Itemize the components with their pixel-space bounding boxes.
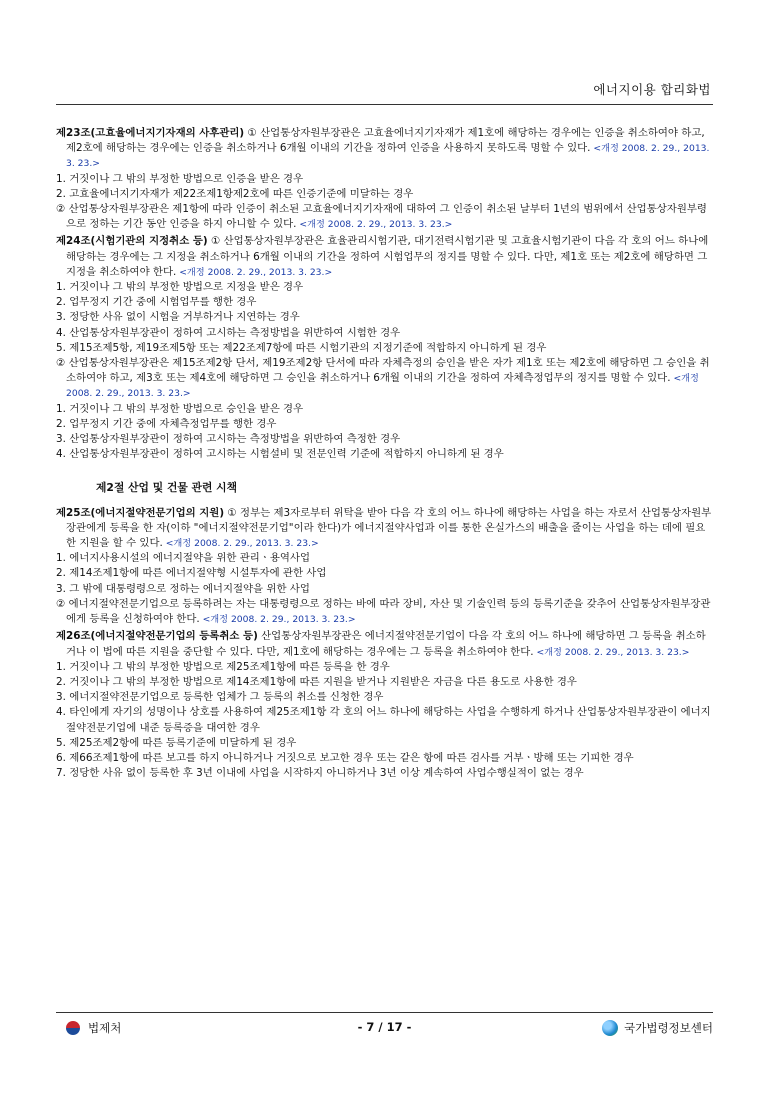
- header-rule: [56, 104, 713, 105]
- article-title: 제24조(시험기관의 지정취소 등): [56, 235, 208, 248]
- article-text: ① 산업통상자원부장관은 고효율에너지기자재가 제1호에 해당하는 경우에는 인증을 취소하여야 하고, 제2호에 해당하는 경우에는 인증을 취소하거나 6개월 이내의 기간을 정하여 인증을 사용하지 못하도록 명할 수 있다.: [66, 127, 705, 155]
- item-text: 4. 산업통상자원부장관이 정하여 고시하는 측정방법을 위반하여 시험한 경우: [56, 326, 401, 339]
- article-item: [56, 751, 715, 766]
- article-item: [56, 447, 715, 462]
- item-text: ② 에너지절약전문기업으로 등록하려는 자는 대통령령으로 정하는 바에 따라 장비, 자산 및 기술인력 등의 등록기준을 갖추어 산업통상자원부장관에게 등록을 신청하여야 한다.: [56, 597, 711, 626]
- item-text: 4. 산업통상자원부장관이 정하여 고시하는 시험설비 및 전문인력 기준에 적합하지 아니하게 된 경우: [56, 448, 504, 461]
- item-text: 2. 업무정지 기간 중에 자체측정업무를 행한 경우: [56, 417, 277, 430]
- item-text: 4. 타인에게 자기의 성명이나 상호를 사용하여 제25조제1항 각 호의 어느 하나에 해당하는 사업을 수행하게 하거나 산업통상자원부장관이 에너지절약전문기업에 내준 등록증을 대여한 경우: [56, 706, 711, 734]
- page-number: - 7 / 17 -: [357, 1020, 412, 1034]
- article-item: [56, 551, 715, 566]
- item-text: 1. 거짓이나 그 밖의 부정한 방법으로 승인을 받은 경우: [56, 402, 304, 415]
- article-item: [56, 432, 715, 447]
- article-item: [56, 341, 715, 356]
- footer-right: [602, 1020, 713, 1036]
- article-item: [56, 566, 715, 581]
- article-item: [56, 675, 715, 690]
- article-item: [56, 202, 715, 232]
- footer-rule: [56, 1012, 713, 1013]
- article-paragraph: [56, 126, 715, 172]
- amendment-note: <개정 2008. 2. 29., 2013. 3. 23.>: [66, 143, 710, 170]
- article-item: [56, 295, 715, 310]
- item-text: 2. 제14조제1항에 따른 에너지절약형 시설투자에 관한 사업: [56, 567, 327, 580]
- article-title: 제26조(에너지절약전문기업의 등록취소 등): [56, 630, 258, 643]
- article-item: [56, 660, 715, 675]
- article-title: 제25조(에너지절약전문기업의 지원): [56, 506, 225, 519]
- item-text: 1. 거짓이나 그 밖의 부정한 방법으로 지정을 받은 경우: [56, 281, 304, 294]
- article: [56, 506, 715, 628]
- item-text: 7. 정당한 사유 없이 등록한 후 3년 이내에 사업을 시작하지 아니하거나 3년 이상 계속하여 사업수행실적이 없는 경우: [56, 767, 584, 780]
- article-paragraph: [56, 234, 715, 280]
- article-item: [56, 766, 715, 781]
- item-text: 1. 에너지사용시설의 에너지절약을 위한 관리ㆍ용역사업: [56, 552, 310, 565]
- article: [56, 629, 715, 781]
- article: [56, 126, 715, 232]
- item-text: 2. 거짓이나 그 밖의 부정한 방법으로 제14조제1항에 따른 지원을 받거나 지원받은 자금을 다른 용도로 사용한 경우: [56, 675, 577, 688]
- article-text: 산업통상자원부장관은 에너지절약전문기업이 다음 각 호의 어느 하나에 해당하면 그 등록을 취소하거나 이 법에 따른 지원을 중단할 수 있다. 다만, 제1호에 해당하는 경우에는 그 등록을 취소하여야 한다.: [66, 630, 706, 658]
- amendment-note: <개정 2008. 2. 29., 2013. 3. 23.>: [296, 219, 453, 231]
- item-text: 2. 고효율에너지기자재가 제22조제1항제2호에 따른 인증기준에 미달하는 경우: [56, 187, 414, 200]
- footer: [56, 1020, 713, 1038]
- article-item: [56, 356, 715, 402]
- amendment-note: <개정 2008. 2. 29., 2013. 3. 23.>: [533, 646, 690, 658]
- item-text: 1. 거짓이나 그 밖의 부정한 방법으로 제25조제1항에 따른 등록을 한 경우: [56, 660, 390, 673]
- article-item: [56, 172, 715, 187]
- item-text: 1. 거짓이나 그 밖의 부정한 방법으로 인증을 받은 경우: [56, 172, 304, 185]
- article-item: [56, 582, 715, 597]
- item-text: 2. 업무정지 기간 중에 시험업무를 행한 경우: [56, 296, 257, 309]
- articles-group-b: [56, 506, 715, 782]
- item-text: 3. 그 밖에 대통령령으로 정하는 에너지절약을 위한 사업: [56, 582, 310, 595]
- footer-right-label: 국가법령정보센터: [624, 1021, 713, 1035]
- article-item: [56, 597, 715, 627]
- article-item: [56, 417, 715, 432]
- item-text: 5. 제15조제5항, 제19조제5항 또는 제22조제7항에 따른 시험기관의 지정기준에 적합하지 아니하게 된 경우: [56, 341, 547, 354]
- article-item: [56, 705, 715, 735]
- article-item: [56, 280, 715, 295]
- article-title: 제23조(고효율에너지기자재의 사후관리): [56, 127, 245, 139]
- document-body: [56, 126, 715, 783]
- article-text: ① 산업통상자원부장관은 효율관리시험기관, 대기전력시험기관 및 고효율시험기관이 다음 각 호의 어느 하나에 해당하는 경우에는 그 지정을 취소하거나 6개월 이내의 기간을 정하여 시험업무의 정지를 명할 수 있다. 다만, 제1호 또는 제2호에 해당하면 그 지정을 취소하여야 한다.: [66, 235, 709, 278]
- article-item: [56, 402, 715, 417]
- article-item: [56, 736, 715, 751]
- articles-group-a: [56, 126, 715, 462]
- article-paragraph: [56, 506, 715, 552]
- item-text: ② 산업통상자원부장관은 제1항에 따라 인증이 취소된 고효율에너지기자재에 대하여 그 인증이 취소된 날부터 1년의 범위에서 산업통상자원부령으로 정하는 기간 동안 인증을 하지 아니할 수 있다.: [56, 203, 707, 231]
- section-heading: 제2절 산업 및 건물 관련 시책: [96, 481, 238, 495]
- footer-left-label: 법제처: [88, 1021, 122, 1035]
- amendment-note: <개정 2008. 2. 29., 2013. 3. 23.>: [176, 266, 333, 278]
- article-item: [56, 187, 715, 202]
- article: [56, 234, 715, 462]
- item-text: 6. 제66조제1항에 따른 보고를 하지 아니하거나 거짓으로 보고한 경우 또는 같은 항에 따른 검사를 거부ㆍ방해 또는 기피한 경우: [56, 751, 634, 764]
- article-item: [56, 690, 715, 705]
- amendment-note: <개정 2008. 2. 29., 2013. 3. 23.>: [162, 538, 319, 550]
- article-item: [56, 326, 715, 341]
- article-paragraph: [56, 629, 715, 659]
- item-text: 3. 에너지절약전문기업으로 등록한 업체가 그 등록의 취소를 신청한 경우: [56, 691, 384, 704]
- article-text: ① 정부는 제3자로부터 위탁을 받아 다음 각 호의 어느 하나에 해당하는 사업을 하는 자로서 산업통상자원부장관에게 등록을 한 자(이하 "에너지절약전문기업"이라 한다)가 에너지절약사업과 이를 통한 온실가스의 배출을 줄이는 사업을 하는 데에 필요한 지원을 할 수 있다.: [66, 506, 712, 550]
- item-text: 3. 산업통상자원부장관이 정하여 고시하는 측정방법을 위반하여 측정한 경우: [56, 433, 401, 446]
- item-text: ② 산업통상자원부장관은 제15조제2항 단서, 제19조제2항 단서에 따라 자체측정의 승인을 받은 자가 제1호 또는 제2호에 해당하면 그 승인을 취소하여야 하고, 제3호 또는 제4호에 해당하면 그 승인을 취소하거나 6개월 이내의 기간을 정하여 자체측정업무의 정지를 명할 수 있다.: [56, 357, 710, 385]
- item-text: 3. 정당한 사유 없이 시험을 거부하거나 지연하는 경우: [56, 311, 300, 324]
- article-item: [56, 310, 715, 325]
- item-text: 5. 제25조제2항에 따른 등록기준에 미달하게 된 경우: [56, 736, 297, 749]
- amendment-note: <개정 2008. 2. 29., 2013. 3. 23.>: [66, 373, 699, 400]
- amendment-note: <개정 2008. 2. 29., 2013. 3. 23.>: [199, 614, 356, 626]
- klic-logo-icon: [602, 1020, 618, 1036]
- header-title: 에너지이용 합리화법: [593, 82, 711, 97]
